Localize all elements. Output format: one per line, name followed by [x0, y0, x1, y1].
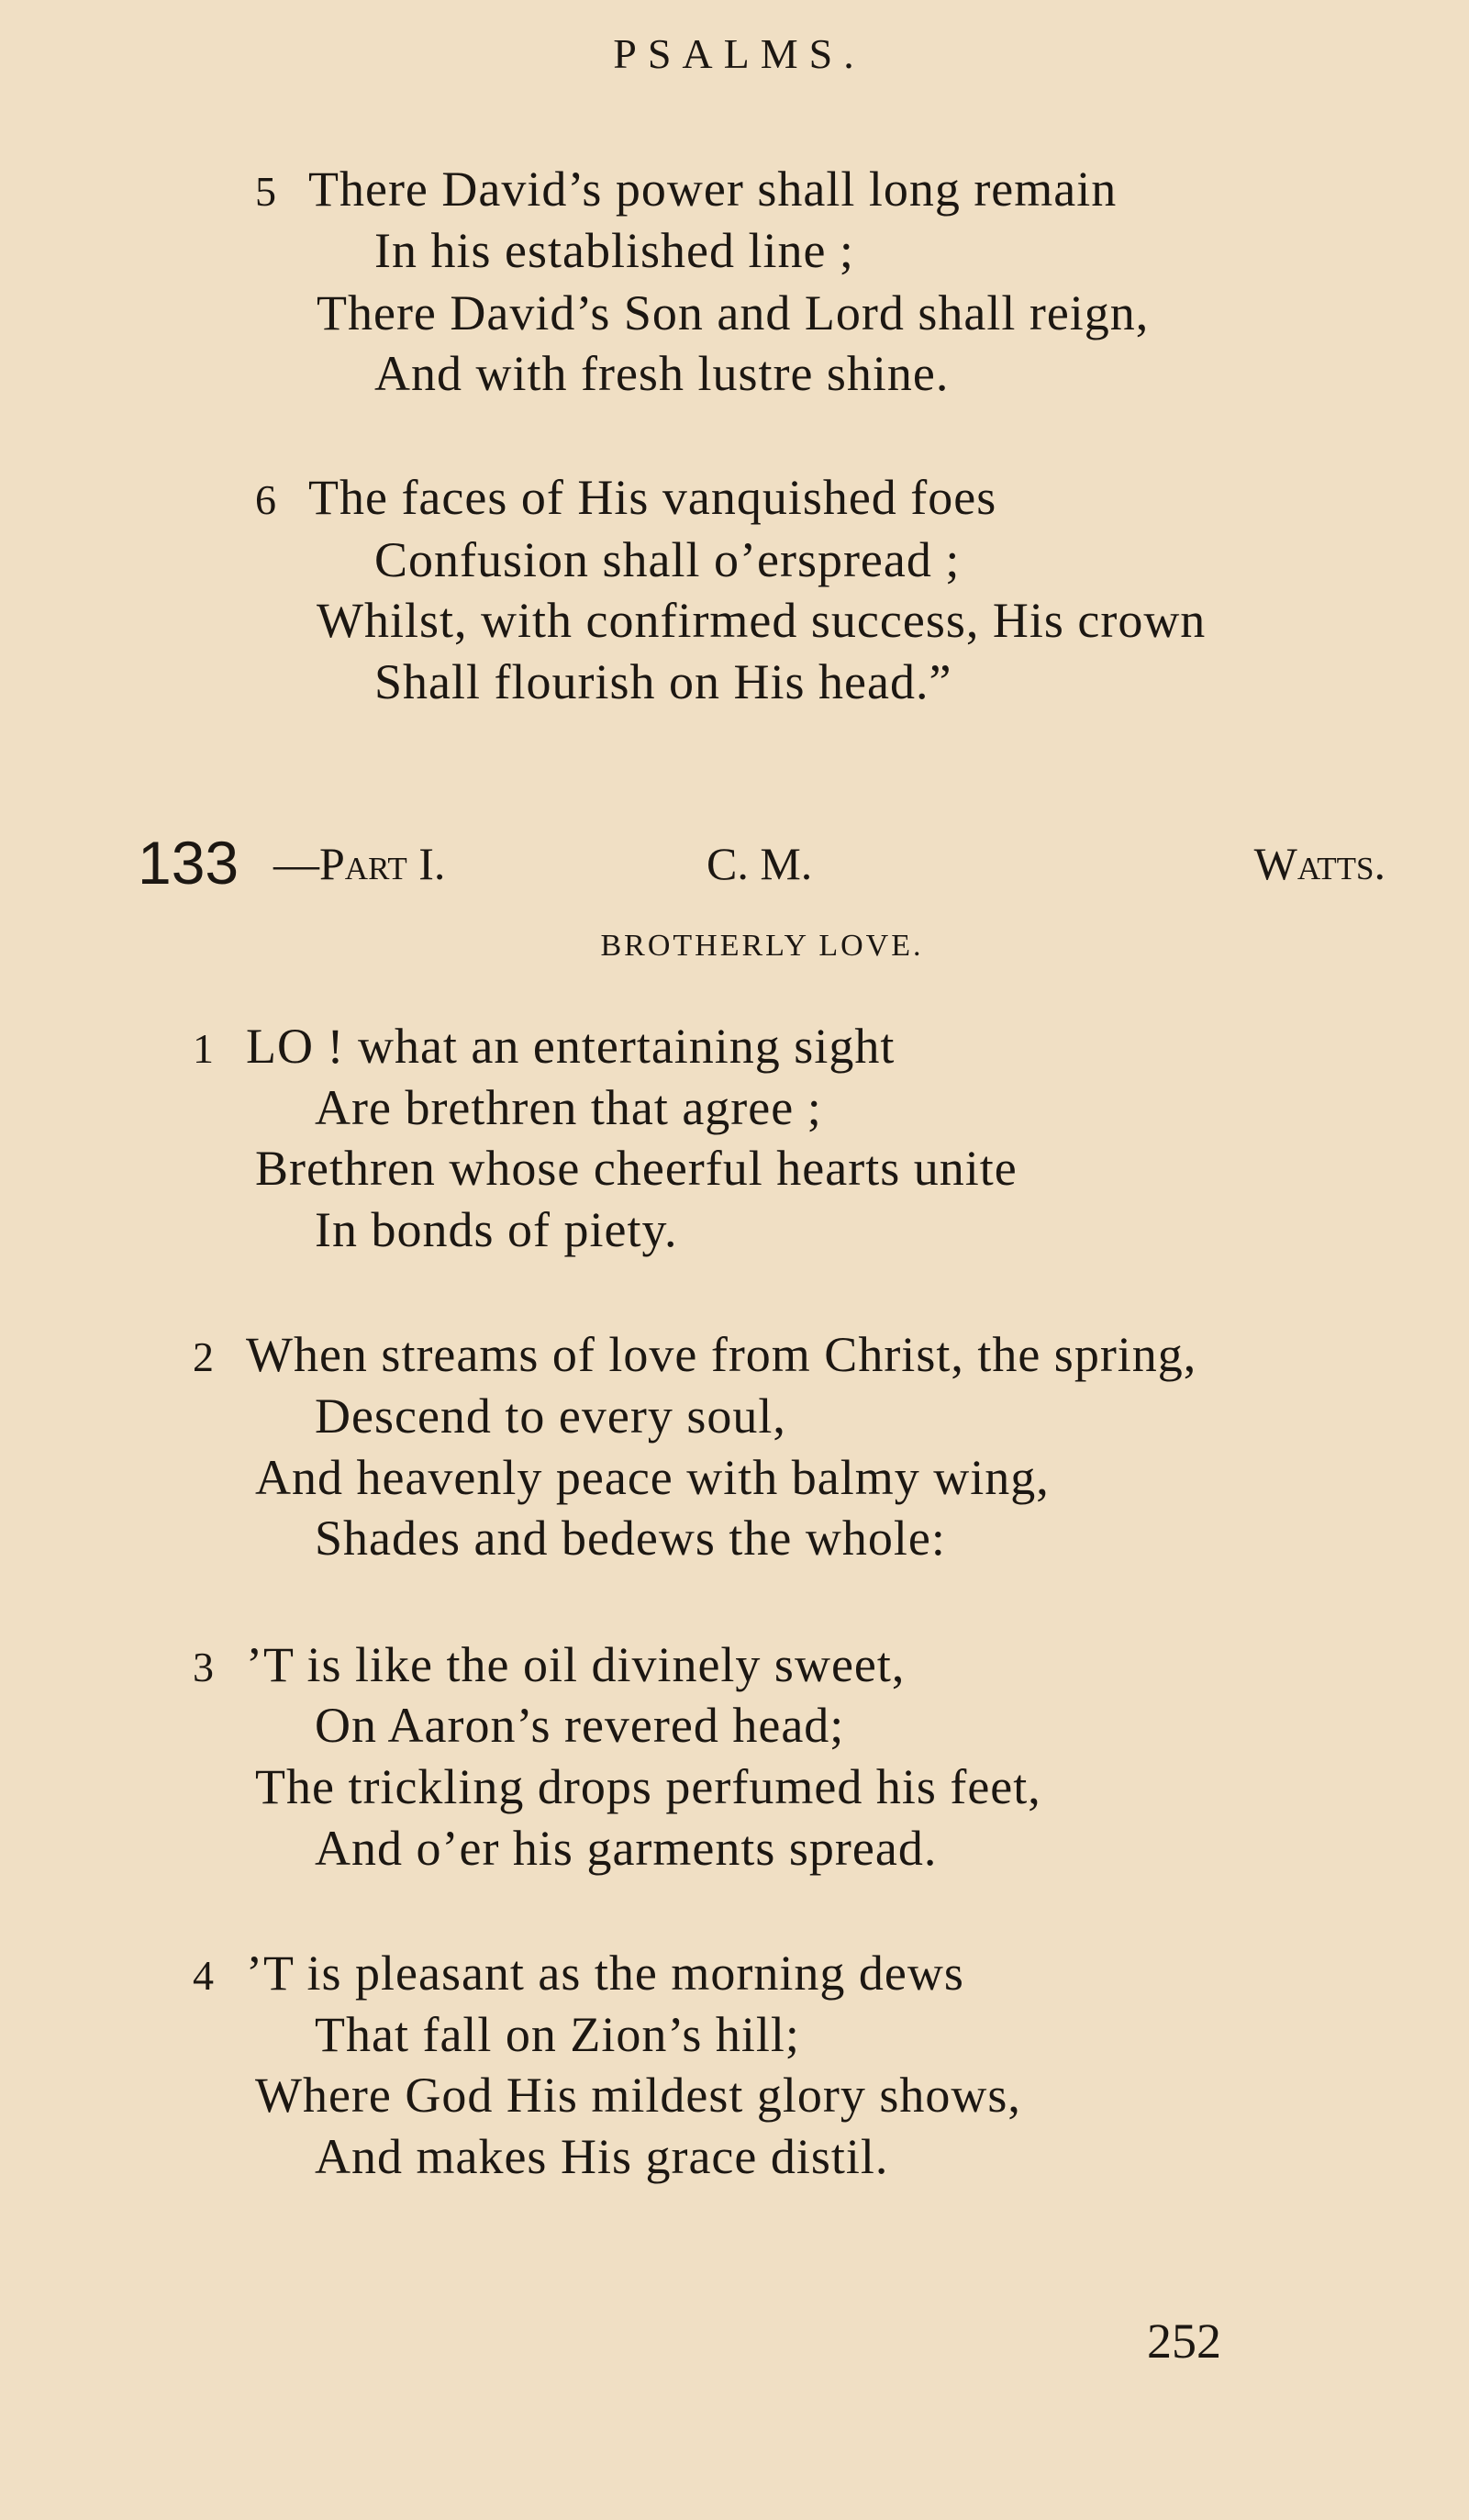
stanza-line: 2 When streams of love from Christ, the spring,	[193, 1327, 1196, 1385]
stanza-number: 2	[193, 1333, 215, 1380]
stanza-line: In bonds of piety.	[315, 1202, 678, 1257]
stanza-number: 5	[255, 168, 277, 215]
stanza-line: There David’s Son and Lord shall reign,	[317, 285, 1150, 340]
hymn-number: 133	[138, 829, 239, 897]
running-head: PSALMS.	[613, 30, 865, 77]
stanza-line: Where God His mildest glory shows,	[255, 2068, 1021, 2123]
stanza-number: 3	[193, 1644, 215, 1690]
hymn-author: Watts.	[1253, 838, 1386, 889]
stanza-line: Are brethren that agree ;	[315, 1080, 822, 1135]
hymn-subtitle: BROTHERLY LOVE.	[600, 929, 924, 963]
hymn-meter: C. M.	[707, 838, 813, 889]
hymn-header	[138, 826, 1386, 899]
stanza-line: Brethren whose cheerful hearts unite	[255, 1141, 1018, 1196]
stanza-line: And o’er his garments spread.	[315, 1821, 938, 1876]
stanza-line: On Aaron’s revered head;	[315, 1698, 845, 1753]
stanza-line: In his established line ;	[374, 223, 854, 278]
stanza-line: That fall on Zion’s hill;	[315, 2007, 800, 2062]
stanza-line: And heavenly peace with balmy wing,	[255, 1450, 1050, 1505]
stanza-line: The trickling drops perfumed his feet,	[255, 1759, 1041, 1814]
stanza-line: And with fresh lustre shine.	[374, 346, 950, 401]
page-number: 252	[1147, 2314, 1221, 2369]
stanza-line: Descend to every soul,	[315, 1388, 786, 1444]
stanza-line: And makes His grace distil.	[315, 2129, 889, 2184]
stanza-line: Shall flourish on His head.”	[374, 654, 952, 709]
stanza-line: 6 The faces of His vanquished foes	[255, 470, 996, 528]
stanza-line: Confusion shall o’erspread ;	[374, 532, 961, 587]
stanza-line: 5 There David’s power shall long remain	[255, 162, 1117, 219]
stanza-number: 1	[193, 1025, 215, 1072]
stanza-line: 3 ’T is like the oil divinely sweet,	[193, 1637, 905, 1695]
stanza-line: Whilst, with confirmed success, His crown	[317, 593, 1207, 648]
stanza-number: 4	[193, 1952, 215, 1999]
stanza-line: Shades and bedews the whole:	[315, 1511, 946, 1566]
stanza-number: 6	[255, 476, 277, 523]
hymn-part: —Part I.	[273, 838, 446, 889]
stanza-line: 4 ’T is pleasant as the morning dews	[193, 1946, 964, 2003]
stanza-line: 1 LO ! what an entertaining sight	[193, 1019, 895, 1076]
